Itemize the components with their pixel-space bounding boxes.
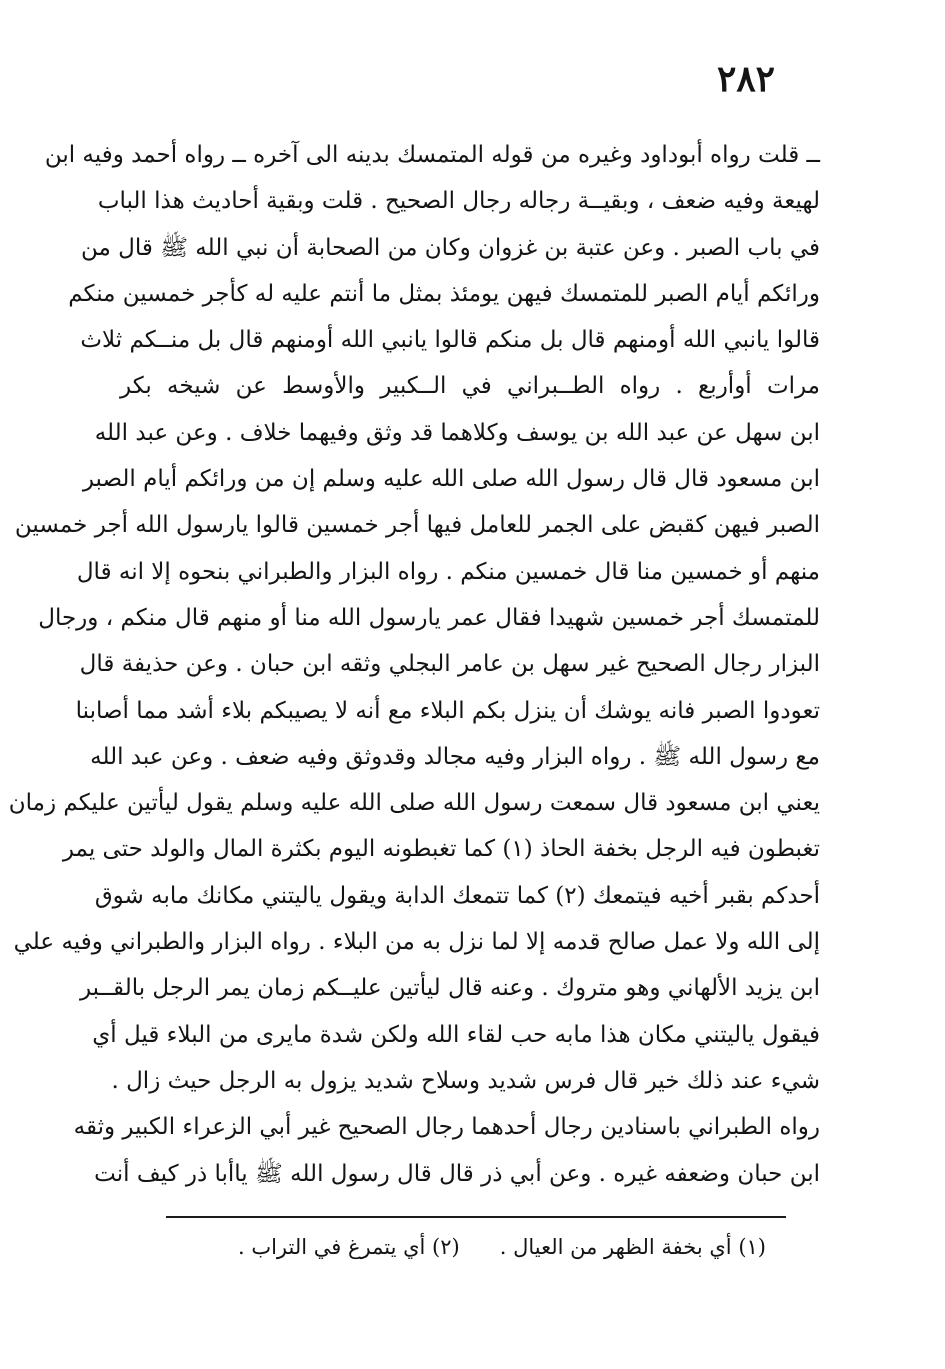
text-line-4: ورائكم أيام الصبر للمتمسك فيهن يومئذ بمثل ما أنتم عليه له كأجر خمسين منكم (68, 280, 820, 307)
text-line-12: البزار رجال الصحيح غير سهل بن عامر البجلي وثقه ابن حبان . وعن حذيفة قال (79, 651, 820, 678)
text-line-19: ابن يزيد الألهاني وهو متروك . وعنه قال ليأتين عليــكم زمان يمر الرجل بالقــبر (79, 975, 820, 1002)
text-line-7: ابن سهل عن عبد الله بن يوسف وكلاهما قد وثق وفيهما خلاف . وعن عبد الله (94, 419, 820, 446)
text-line-15: يعني ابن مسعود قال سمعت رسول الله صلى الله عليه وسلم يقول ليأتين عليكم زمان (8, 790, 820, 817)
text-line-18: إلى الله ولا عمل صالح قدمه إلا لما نزل به من البلاء . رواه البزار والطبراني وفيه علي (13, 929, 820, 956)
body-text (8, 132, 820, 1197)
text-line-11: للمتمسك أجر خمسين شهيدا فقال عمر يارسول الله منا أو منهم قال منكم ، ورجال (38, 604, 820, 631)
footnote-divider (166, 1216, 786, 1218)
text-line-17: أحدكم بقبر أخيه فيتمعك (٢) كما تتمعك الدابة ويقول ياليتني مكانك مابه شوق (94, 882, 820, 909)
text-line-20: فيقول ياليتني مكان هذا مابه حب لقاء الله ولكن شدة مايرى من البلاء قيل أي (92, 1021, 820, 1048)
text-line-14: مع رسول الله ﷺ . رواه البزار وفيه مجالد وقدوثق وفيه ضعف . وعن عبد الله (90, 743, 820, 770)
text-line-5: قالوا يانبي الله أومنهم قال بل منكم قالوا يانبي الله أومنهم قال بل منــكم ثلاث (80, 327, 820, 354)
text-line-3: في باب الصبر . وعن عتبة بن غزوان وكان من الصحابة أن نبي الله ﷺ قال من (81, 234, 820, 261)
page-number: ٢٨٢ (716, 58, 775, 100)
footnote-1: (١) أي بخفة الظهر من العيال . (499, 1235, 766, 1259)
text-line-8: ابن مسعود قال قال رسول الله صلى الله عليه وسلم إن من ورائكم أيام الصبر (82, 466, 820, 493)
text-line-13: تعودوا الصبر فانه يوشك أن ينزل بكم البلاء مع أنه لا يصيبكم بلاء أشد مما أصابنا (75, 697, 820, 724)
text-line-16: تغبطون فيه الرجل بخفة الحاذ (١) كما تغبطونه اليوم بكثرة المال والولد حتى يمر (62, 836, 820, 863)
footnote-2: (٢) أي يتمرغ في التراب . (237, 1235, 460, 1259)
text-line-1: ــ قلت رواه أبوداود وغيره من قوله المتمسك بدينه الى آخره ــ رواه أحمد وفيه ابن (44, 142, 820, 168)
text-line-6: مرات أوأربع . رواه الطــبراني في الــكبير والأوسط عن شيخه بكر (120, 373, 820, 400)
text-line-9: الصبر فيهن كقبض على الجمر للعامل فيها أجر خمسين قالوا يارسول الله أجر خمسين (14, 512, 820, 539)
text-line-23: ابن حبان وضعفه غيره . وعن أبي ذر قال قال رسول الله ﷺ ياأبا ذر كيف أنت (94, 1160, 820, 1187)
text-line-22: رواه الطبراني باسنادين رجال أحدهما رجال الصحيح غير أبي الزعراء الكبير وثقه (73, 1114, 820, 1141)
footnotes (166, 1228, 766, 1266)
text-line-10: منهم أو خمسين منا قال خمسين منكم . رواه البزار والطبراني بنحوه إلا انه قال (76, 558, 820, 585)
text-line-21: شيء عند ذلك خير قال فرس شديد وسلاح شديد يزول به الرجل حيث زال . (111, 1067, 820, 1094)
text-line-2: لهيعة وفيه ضعف ، وبقيــة رجاله رجال الصحيح . قلت وبقية أحاديث هذا الباب (97, 188, 820, 215)
